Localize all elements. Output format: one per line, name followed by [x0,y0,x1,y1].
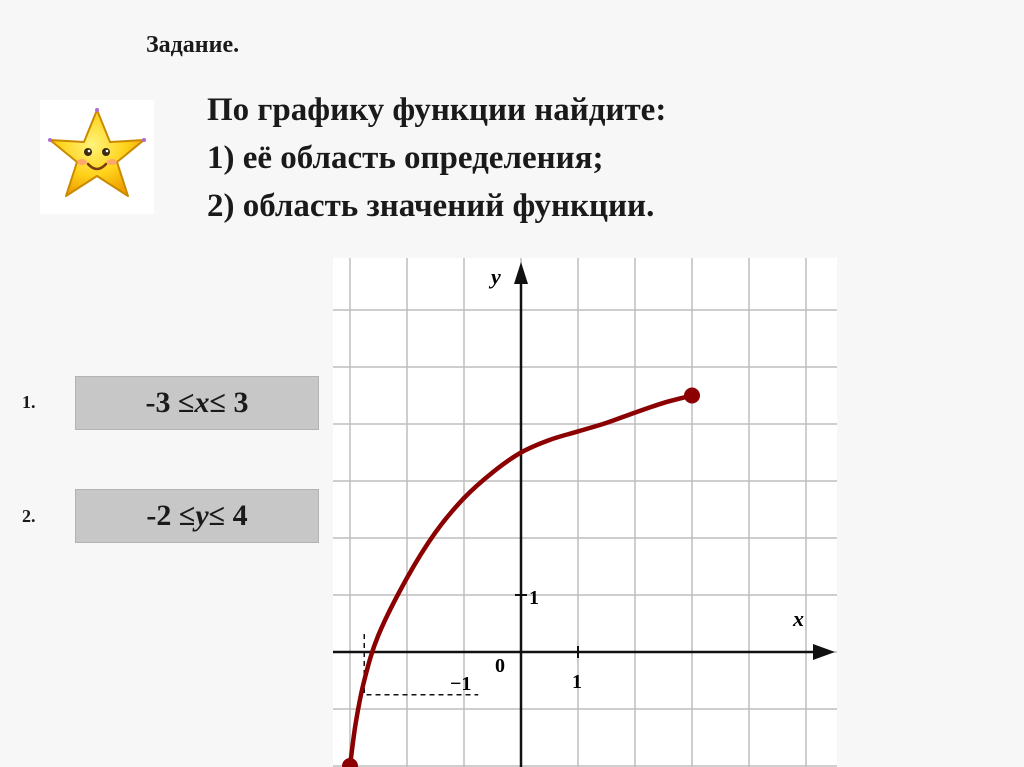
task-line-3: 2) область значений функции. [207,188,655,224]
y-tick-label-1: 1 [529,587,539,609]
answer-1-pre: -3 ≤ [145,386,195,419]
x-tick-label-minus-1: −1 [450,673,472,695]
task-text [207,86,666,230]
endpoint-right [684,388,700,404]
answer-1-number: 1. [22,392,36,412]
y-axis-label: y [491,264,501,289]
answer-2-var: y [195,499,209,532]
origin-label: 0 [495,655,505,677]
answer-2-box[interactable] [75,489,319,543]
function-graph [333,258,837,767]
answer-1-box[interactable] [75,376,319,430]
answer-1-var: x [194,386,210,419]
graph-background [333,258,837,767]
task-label: Задание. [146,32,240,58]
answer-2-pre: -2 ≤ [146,499,196,532]
answer-1-post: ≤ 3 [209,386,249,419]
x-axis-label: x [793,606,804,631]
task-line-2: 1) её область определения; [207,140,604,176]
smiling-star-icon [40,100,154,214]
x-tick-label-1: 1 [572,671,582,693]
task-line-1: По графику функции найдите: [207,92,667,128]
answer-2-post: ≤ 4 [208,499,248,532]
answer-2-number: 2. [22,506,36,526]
